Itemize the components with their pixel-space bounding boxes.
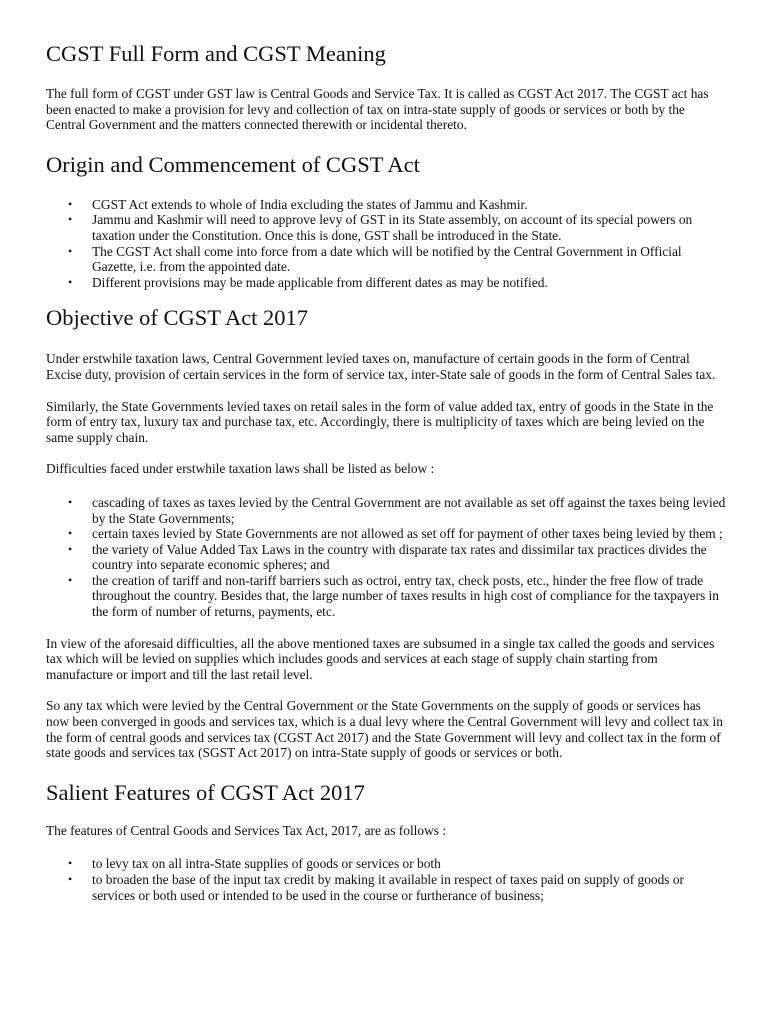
heading-origin: Origin and Commencement of CGST Act bbox=[46, 151, 420, 177]
bullet-icon: • bbox=[68, 572, 73, 587]
paragraph-full-form: The full form of CGST under GST law is Central Goods and Service Tax. It is called as CGST Act 2017. The CGST act has been enacted to make a provision for levy and collection of tax on intra-state supply of goods or services or both by the Central Government and the matters connected therewith or incidental thereto. bbox=[46, 86, 709, 133]
origin-list bbox=[46, 197, 726, 291]
document-page bbox=[46, 40, 726, 903]
list-item-text: The CGST Act shall come into force from a date which will be notified by the Central Government in Official Gazette, i.e. from the appointed date. bbox=[92, 243, 682, 275]
heading-objective: Objective of CGST Act 2017 bbox=[46, 305, 309, 331]
list-item-text: Different provisions may be made applicable from different dates as may be notified. bbox=[92, 274, 548, 290]
list-item bbox=[46, 244, 726, 275]
list-item-text: to levy tax on all intra-State supplies of goods or services or both bbox=[92, 856, 441, 872]
heading-features: Salient Features of CGST Act 2017 bbox=[46, 779, 365, 805]
list-item bbox=[46, 197, 726, 213]
list-item bbox=[46, 526, 726, 542]
paragraph-features: The features of Central Goods and Services Tax Act, 2017, are as follows : bbox=[46, 822, 447, 838]
list-item-text: the variety of Value Added Tax Laws in the country with disparate tax rates and dissimilar tax practices divides the country into separate economic spheres; and bbox=[92, 541, 707, 573]
list-item bbox=[46, 212, 726, 243]
list-item-text: certain taxes levied by State Governments are not allowed as set off for payment of other taxes being levied by them ; bbox=[92, 526, 723, 542]
bullet-icon: • bbox=[68, 212, 73, 227]
list-item bbox=[46, 495, 726, 526]
list-item bbox=[46, 573, 726, 620]
bullet-icon: • bbox=[68, 872, 73, 886]
list-item bbox=[46, 872, 726, 903]
heading-full-form: CGST Full Form and CGST Meaning bbox=[46, 41, 386, 66]
paragraph-objective-3: Difficulties faced under erstwhile taxation laws shall be listed as below : bbox=[46, 461, 435, 477]
list-item bbox=[46, 856, 726, 872]
list-item-text: to broaden the base of the input tax credit by making it available in respect of taxes paid on supply of goods or services or both used or intended to be used in the course or furtherance of business; bbox=[92, 872, 685, 903]
features-list bbox=[46, 856, 726, 903]
bullet-icon: • bbox=[68, 494, 73, 509]
bullet-icon: • bbox=[68, 196, 73, 211]
bullet-icon: • bbox=[68, 541, 73, 556]
bullet-icon: • bbox=[68, 856, 73, 871]
paragraph-objective-5: So any tax which were levied by the Central Government or the State Governments on the supply of goods or services has now been converged in goods and services tax, which is a dual levy where the Central Government will levy and collect tax in the form of central goods and services tax (CGST Act 2017) and the State Government will levy and collect tax in the form of state goods and services tax (SGST Act 2017) on intra-State supply of goods or services or both. bbox=[46, 698, 723, 761]
list-item bbox=[46, 275, 726, 291]
list-item-text: CGST Act extends to whole of India excluding the states of Jammu and Kashmir. bbox=[92, 196, 528, 212]
paragraph-objective-2: Similarly, the State Governments levied taxes on retail sales in the form of value added tax, entry of goods in the State in the form of entry tax, luxury tax and purchase tax, etc. Accordingly, there is multiplicity of taxes which are being levied on the same supply chain. bbox=[46, 398, 714, 445]
bullet-icon: • bbox=[68, 526, 73, 541]
paragraph-objective-1: Under erstwhile taxation laws, Central Government levied taxes on, manufacture of certain goods in the form of Central Excise duty, provision of certain services in the form of service tax, inter-State sale of goods in the form of Central Sales tax. bbox=[46, 351, 716, 382]
list-item-text: cascading of taxes as taxes levied by the Central Government are not available as set off against the taxes being levied by the State Governments; bbox=[92, 494, 726, 526]
bullet-icon: • bbox=[68, 243, 73, 258]
list-item-text: the creation of tariff and non-tariff barriers such as octroi, entry tax, check posts, etc., hinder the free flow of trade throughout the country. Besides that, the large number of taxes results in high cost of compliance for the taxpayers in the form of number of returns, payments, etc. bbox=[92, 572, 719, 620]
difficulties-list bbox=[46, 495, 726, 620]
list-item bbox=[46, 542, 726, 573]
bullet-icon: • bbox=[68, 274, 73, 289]
paragraph-objective-4: In view of the aforesaid difficulties, all the above mentioned taxes are subsumed in a single tax called the goods and services tax which will be levied on supplies which includes goods and services at each stage of supply chain starting from manufacture or import and till the last retail level. bbox=[46, 635, 715, 682]
list-item-text: Jammu and Kashmir will need to approve levy of GST in its State assembly, on account of its special powers on taxation under the Constitution. Once this is done, GST shall be introduced in the State. bbox=[92, 212, 693, 243]
